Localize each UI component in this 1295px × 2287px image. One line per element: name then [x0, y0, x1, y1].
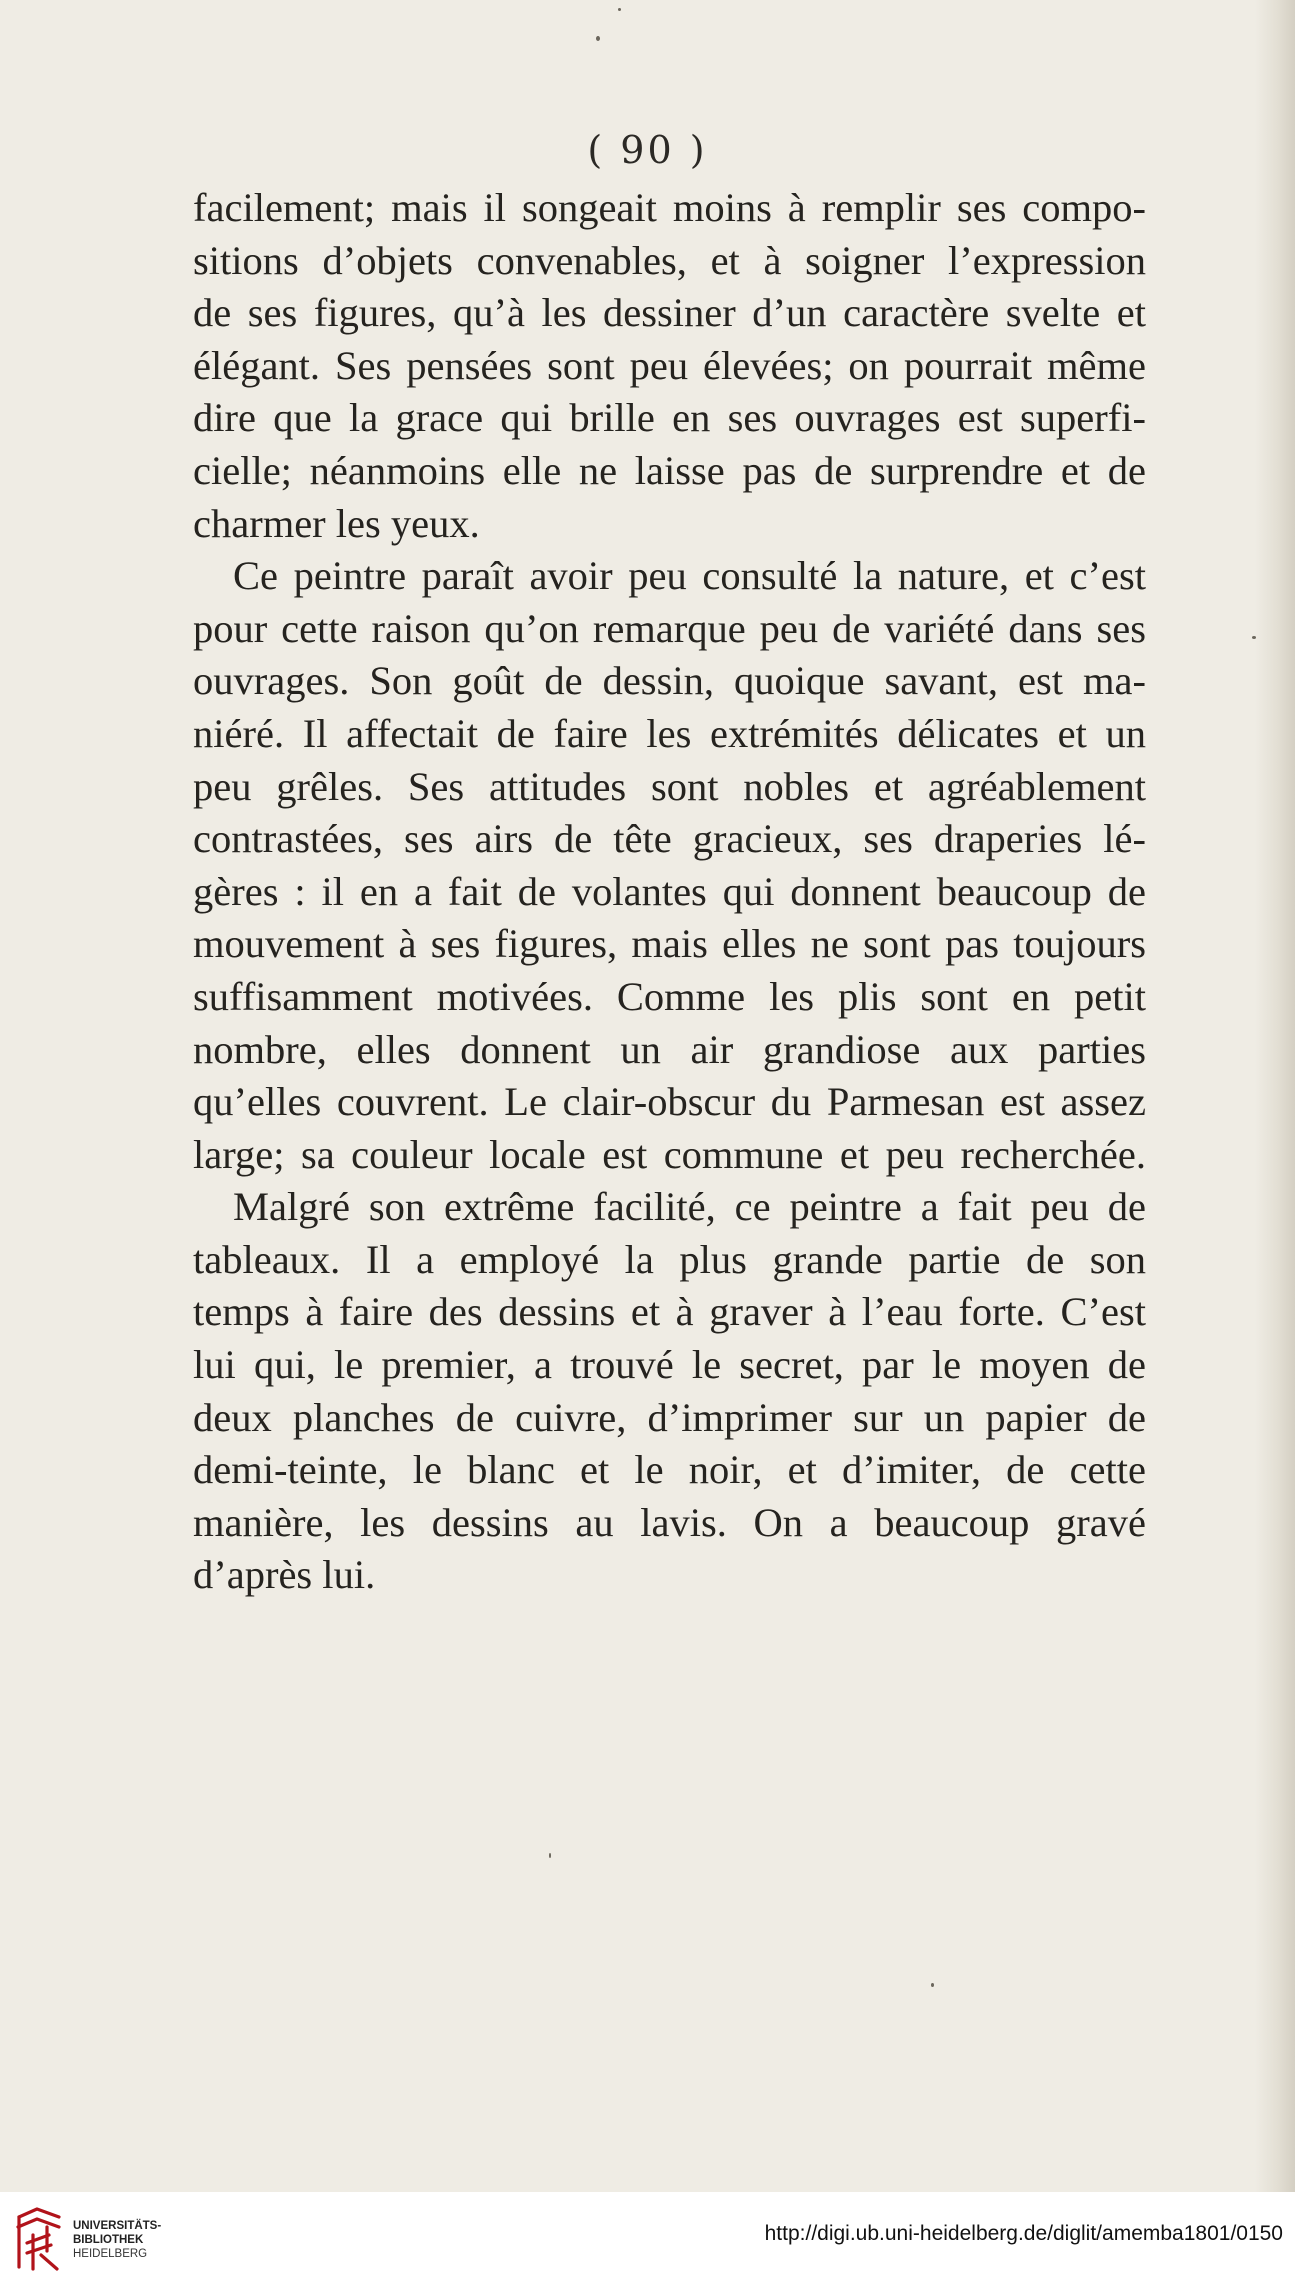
- ink-speck: [618, 8, 621, 11]
- text-line: Malgré son extrême facilité, ce peintre a fait peu de: [233, 1184, 1146, 1230]
- text-line: qu’elles couvrent. Le clair-obscur du Parmesan est assez: [193, 1079, 1146, 1125]
- library-name-line: HEIDELBERG: [73, 2248, 148, 2260]
- text-line: élégant. Ses pensées sont peu élevées; on pourrait même: [193, 342, 1146, 388]
- text-line: demi-teinte, le blanc et le noir, et d’imiter, de cette: [193, 1447, 1146, 1493]
- ink-speck: [549, 1853, 551, 1858]
- text-line: Ce peintre paraît avoir peu consulté la nature, et c’est: [233, 553, 1146, 599]
- text-line: dire que la grace qui brille en ses ouvrages est superfi-: [193, 395, 1146, 441]
- text-line: pour cette raison qu’on remarque peu de variété dans ses: [193, 605, 1146, 651]
- ink-speck: [596, 36, 600, 41]
- text-line: niéré. Il affectait de faire les extrémités délicates et un: [193, 710, 1146, 756]
- body-text: [193, 182, 1146, 1602]
- text-line: peu grêles. Ses attitudes sont nobles et agréablement: [193, 763, 1146, 809]
- ink-speck: [1252, 636, 1256, 639]
- text-line: sitions d’objets convenables, et à soigner l’expression: [193, 237, 1146, 283]
- library-name-line: UNIVERSITÄTS-: [73, 2220, 162, 2232]
- text-line: lui qui, le premier, a trouvé le secret, par le moyen de: [193, 1342, 1146, 1388]
- text-line: contrastées, ses airs de tête gracieux, ses draperies lé-: [193, 816, 1146, 862]
- text-line: gères : il en a fait de volantes qui donnent beaucoup de: [193, 868, 1146, 914]
- text-line: facilement; mais il songeait moins à remplir ses compo-: [193, 185, 1146, 230]
- library-name-line: BIBLIOTHEK: [73, 2234, 144, 2246]
- text-line: suffisamment motivées. Comme les plis sont en petit: [193, 973, 1146, 1019]
- text-line: deux planches de cuivre, d’imprimer sur un papier de: [193, 1394, 1146, 1440]
- university-library-logo-icon: [13, 2205, 65, 2273]
- text-line: ouvrages. Son goût de dessin, quoique savant, est ma-: [193, 658, 1146, 704]
- text-line: cielle; néanmoins elle ne laisse pas de surprendre et de: [193, 447, 1146, 493]
- text-line: d’après lui.: [193, 1552, 376, 1598]
- source-url-link[interactable]: http://digi.ub.uni-heidelberg.de/diglit/amemba1801/0150: [764, 2222, 1283, 2245]
- text-line: mouvement à ses figures, mais elles ne sont pas toujours: [193, 921, 1146, 967]
- text-line: temps à faire des dessins et à graver à l’eau forte. C’est: [193, 1289, 1146, 1335]
- page-number: ( 90 ): [587, 128, 708, 172]
- text-line: large; sa couleur locale est commune et peu recherchée.: [193, 1131, 1146, 1177]
- page-edge-shadow: [1255, 0, 1295, 2192]
- text-line: manière, les dessins au lavis. On a beaucoup gravé: [193, 1499, 1146, 1545]
- text-line: de ses figures, qu’à les dessiner d’un caractère svelte et: [193, 290, 1146, 336]
- text-line: tableaux. Il a employé la plus grande partie de son: [193, 1236, 1146, 1282]
- footer-bar: [0, 2192, 1295, 2287]
- library-name: [73, 2219, 161, 2261]
- text-line: nombre, elles donnent un air grandiose aux parties: [193, 1026, 1146, 1072]
- ink-speck: [931, 1983, 934, 1987]
- text-line: charmer les yeux.: [193, 500, 480, 546]
